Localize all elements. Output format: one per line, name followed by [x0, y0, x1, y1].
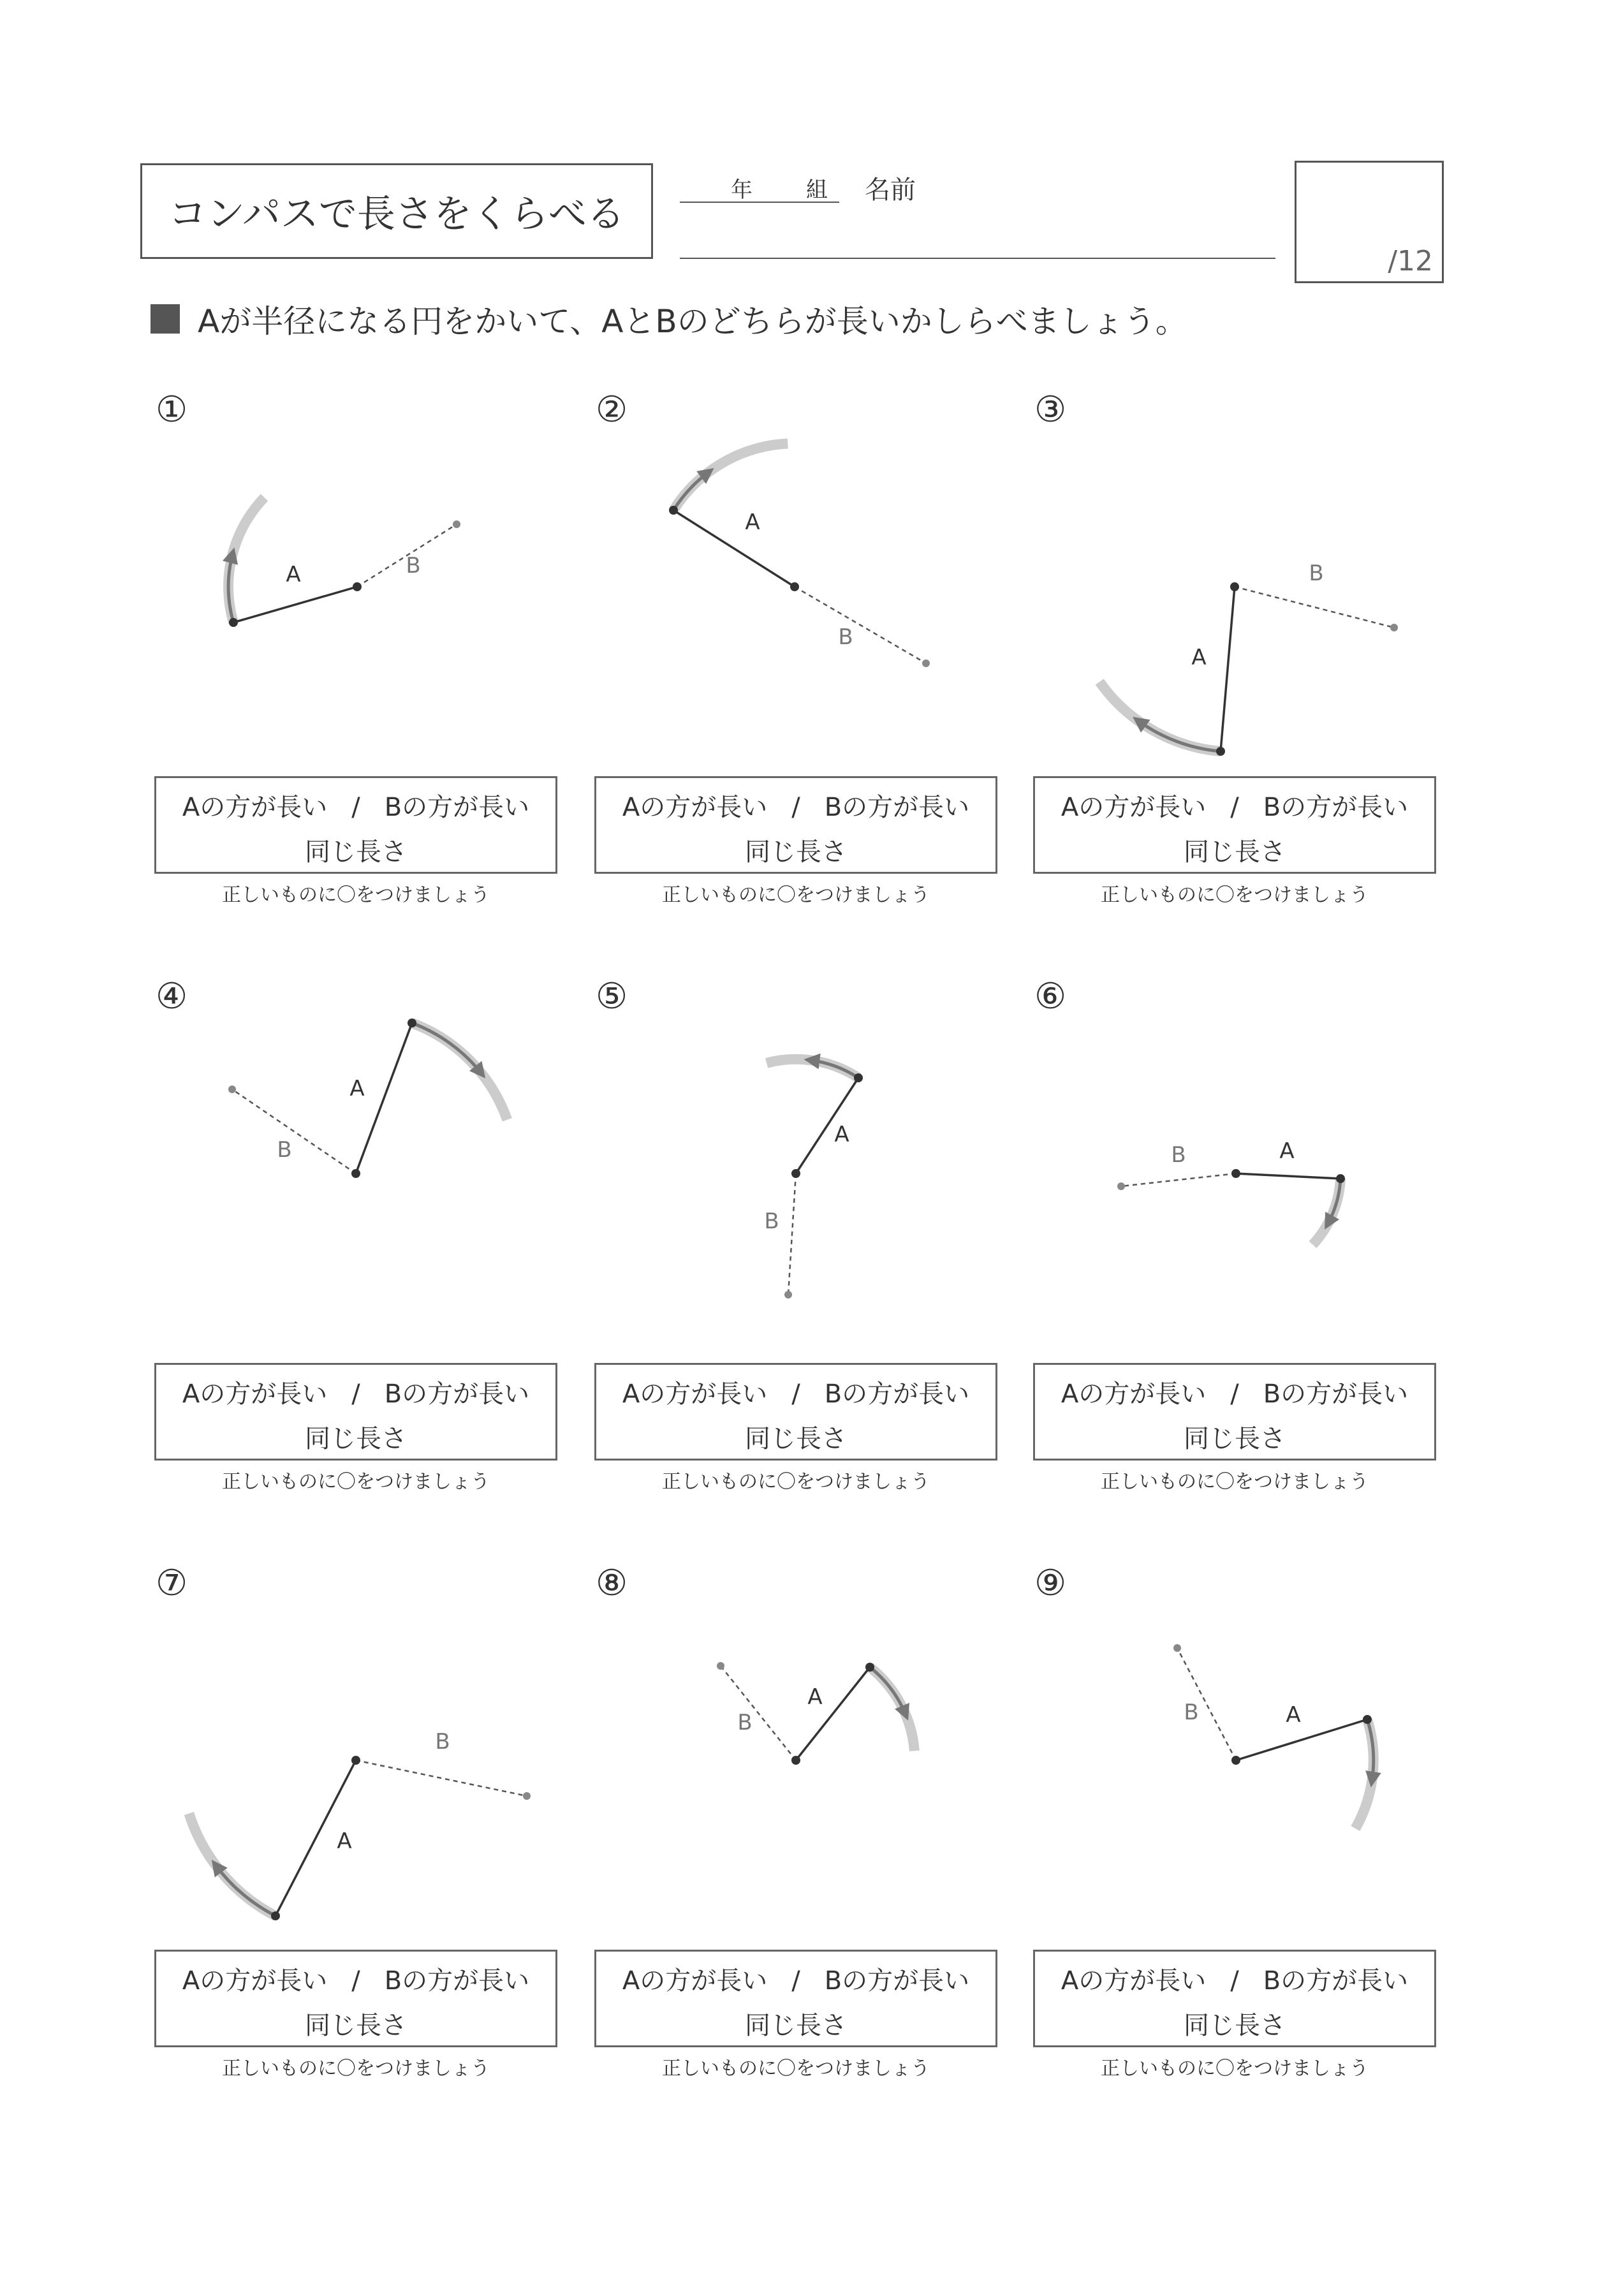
- option-a-longer[interactable]: Aの方が長い: [622, 1380, 768, 1409]
- compass-arc: [412, 1023, 507, 1120]
- answer-row-2: [596, 2005, 995, 2042]
- figure-8: [580, 1563, 1020, 1945]
- name-label: 名前: [865, 175, 916, 205]
- answer-row-1: [1035, 1374, 1434, 1410]
- option-same-length[interactable]: 同じ長さ: [1184, 2011, 1286, 2040]
- segment-a: [1236, 1174, 1340, 1179]
- name-field[interactable]: [680, 258, 1275, 259]
- figure-5: [580, 976, 1020, 1358]
- answer-separator: /: [791, 793, 800, 822]
- option-same-length[interactable]: 同じ長さ: [745, 2011, 847, 2040]
- option-b-longer[interactable]: Bの方が長い: [824, 793, 970, 822]
- class-label: 組: [806, 177, 828, 203]
- answer-note: 正しいものに〇をつけましょう: [222, 1471, 490, 1493]
- compass-arc: [189, 1813, 275, 1916]
- answer-row-2: [156, 2005, 555, 2042]
- grade-class-field[interactable]: [680, 171, 839, 203]
- label-b: B: [406, 553, 421, 578]
- answer-note: 正しいものに〇をつけましょう: [1101, 2057, 1369, 2080]
- point-a-end: [1336, 1174, 1345, 1183]
- option-a-longer[interactable]: Aの方が長い: [622, 1966, 768, 1996]
- figure-3: [1019, 389, 1459, 772]
- answer-box[interactable]: [154, 1950, 557, 2047]
- answer-separator: /: [791, 1380, 800, 1409]
- answer-separator: /: [351, 793, 360, 822]
- answer-row-1: [596, 1374, 995, 1410]
- segment-b: [788, 1174, 796, 1295]
- label-b: B: [737, 1710, 753, 1735]
- label-a: A: [349, 1076, 365, 1101]
- segment-b: [721, 1666, 796, 1760]
- figure-6: [1019, 976, 1459, 1358]
- problem-number: ②: [596, 389, 628, 430]
- label-a: A: [1191, 645, 1207, 670]
- point-b-end: [453, 520, 460, 528]
- figure-9: [1019, 1563, 1459, 1945]
- segment-b: [1235, 587, 1394, 628]
- center-point: [790, 582, 799, 591]
- point-b-end: [717, 1662, 724, 1670]
- center-point: [791, 1756, 800, 1765]
- segment-b: [795, 587, 926, 663]
- answer-box[interactable]: [154, 1363, 557, 1461]
- problem-number: ⑧: [596, 1563, 628, 1604]
- option-a-longer[interactable]: Aの方が長い: [622, 793, 768, 822]
- figure-1: [140, 389, 580, 772]
- point-b-end: [1390, 624, 1398, 631]
- option-a-longer[interactable]: Aの方が長い: [1061, 1966, 1207, 1996]
- compass-arc: [673, 444, 788, 510]
- segment-a: [233, 587, 357, 622]
- segment-a: [796, 1667, 870, 1760]
- point-b-end: [228, 1085, 236, 1093]
- answer-row-2: [156, 1418, 555, 1455]
- point-a-end: [854, 1073, 863, 1082]
- grade-label: 年: [731, 177, 753, 203]
- problem-4: [140, 976, 580, 1512]
- problem-9: [1019, 1563, 1459, 2098]
- answer-row-2: [596, 1418, 995, 1455]
- answer-note: 正しいものに〇をつけましょう: [222, 884, 490, 906]
- worksheet-title: コンパスで長さをくらべる: [140, 163, 653, 259]
- label-a: A: [1279, 1138, 1295, 1164]
- problem-5: [580, 976, 1020, 1512]
- option-b-longer[interactable]: Bの方が長い: [384, 1380, 530, 1409]
- answer-separator: /: [791, 1966, 800, 1996]
- point-a-end: [865, 1663, 874, 1672]
- point-a-end: [408, 1019, 416, 1027]
- problem-6: [1019, 976, 1459, 1512]
- label-b: B: [277, 1137, 292, 1163]
- label-a: A: [745, 510, 760, 535]
- label-b: B: [1309, 561, 1324, 586]
- option-same-length[interactable]: 同じ長さ: [745, 837, 847, 867]
- option-b-longer[interactable]: Bの方が長い: [1263, 793, 1409, 822]
- figure-7: [140, 1563, 580, 1945]
- segment-b: [356, 1760, 527, 1796]
- answer-row-2: [1035, 2005, 1434, 2042]
- option-same-length[interactable]: 同じ長さ: [305, 1424, 407, 1453]
- answer-separator: /: [1230, 793, 1239, 822]
- answer-separator: /: [351, 1380, 360, 1409]
- point-b-end: [784, 1291, 792, 1299]
- answer-box[interactable]: [154, 776, 557, 874]
- segment-a: [1221, 587, 1235, 751]
- answer-box[interactable]: [1033, 1363, 1436, 1461]
- answer-row-1: [596, 787, 995, 823]
- compass-arc: [870, 1667, 914, 1751]
- answer-separator: /: [1230, 1966, 1239, 1996]
- point-a-end: [271, 1911, 280, 1920]
- center-point: [1230, 582, 1239, 591]
- option-same-length[interactable]: 同じ長さ: [745, 1424, 847, 1453]
- answer-note: 正しいものに〇をつけましょう: [222, 2057, 490, 2080]
- answer-note: 正しいものに〇をつけましょう: [1101, 884, 1369, 906]
- instruction-text: Aが半径になる円をかいて、AとBのどちらが長いかしらべましょう。: [198, 303, 1187, 340]
- problem-1: [140, 389, 580, 925]
- label-b: B: [1184, 1700, 1199, 1725]
- label-b: B: [764, 1209, 779, 1234]
- center-point: [1231, 1169, 1240, 1178]
- point-a-end: [1363, 1715, 1372, 1724]
- option-b-longer[interactable]: Bの方が長い: [384, 793, 530, 822]
- option-b-longer[interactable]: Bの方が長い: [384, 1966, 530, 1996]
- compass-arc: [228, 497, 264, 622]
- problem-8: [580, 1563, 1020, 2098]
- segment-b: [232, 1089, 356, 1174]
- score-total: /12: [1388, 245, 1433, 277]
- point-b-end: [922, 659, 930, 667]
- label-b: B: [838, 624, 853, 650]
- answer-row-2: [156, 832, 555, 868]
- answer-note: 正しいものに〇をつけましょう: [1101, 1471, 1369, 1493]
- problem-number: ①: [156, 389, 188, 430]
- option-same-length[interactable]: 同じ長さ: [305, 2011, 407, 2040]
- label-a: A: [1286, 1702, 1301, 1728]
- answer-row-2: [596, 832, 995, 868]
- answer-row-1: [156, 1961, 555, 1997]
- compass-arc: [1312, 1179, 1340, 1245]
- label-a: A: [286, 562, 301, 587]
- center-point: [1231, 1756, 1240, 1765]
- answer-separator: /: [351, 1966, 360, 1996]
- center-point: [353, 582, 362, 591]
- problem-number: ⑨: [1034, 1563, 1067, 1604]
- instruction: [151, 296, 1187, 342]
- answer-separator: /: [1230, 1380, 1239, 1409]
- label-a: A: [834, 1122, 849, 1147]
- answer-box[interactable]: [1033, 776, 1436, 874]
- option-same-length[interactable]: 同じ長さ: [305, 837, 407, 867]
- point-a-end: [669, 506, 678, 515]
- answer-row-1: [156, 787, 555, 823]
- answer-note: 正しいものに〇をつけましょう: [662, 2057, 930, 2080]
- figure-2: [580, 389, 1020, 772]
- square-bullet-icon: [151, 304, 180, 334]
- label-b: B: [1171, 1142, 1186, 1168]
- point-b-end: [1117, 1182, 1125, 1190]
- center-point: [791, 1169, 800, 1178]
- figure-4: [140, 976, 580, 1358]
- answer-row-1: [1035, 1961, 1434, 1997]
- point-a-end: [1216, 747, 1225, 756]
- segment-a: [673, 510, 795, 587]
- segment-b: [1121, 1174, 1236, 1186]
- option-a-longer[interactable]: Aの方が長い: [1061, 793, 1207, 822]
- problem-7: [140, 1563, 580, 2098]
- answer-row-1: [1035, 787, 1434, 823]
- answer-row-2: [1035, 832, 1434, 868]
- center-point: [351, 1756, 360, 1765]
- option-a-longer[interactable]: Aの方が長い: [1061, 1380, 1207, 1409]
- option-a-longer[interactable]: Aの方が長い: [182, 793, 328, 822]
- segment-a: [1236, 1719, 1367, 1760]
- answer-row-1: [596, 1961, 995, 1997]
- answer-box[interactable]: [594, 1363, 997, 1461]
- label-b: B: [435, 1729, 450, 1755]
- answer-box[interactable]: [594, 776, 997, 874]
- option-same-length[interactable]: 同じ長さ: [1184, 837, 1286, 867]
- answer-note: 正しいものに〇をつけましょう: [662, 1471, 930, 1493]
- answer-box[interactable]: [1033, 1950, 1436, 2047]
- problem-2: [580, 389, 1020, 925]
- problem-number: ④: [156, 976, 188, 1017]
- option-a-longer[interactable]: Aの方が長い: [182, 1966, 328, 1996]
- label-a: A: [337, 1829, 352, 1854]
- score-box[interactable]: [1295, 161, 1444, 283]
- compass-arc: [1099, 682, 1221, 751]
- point-b-end: [1173, 1644, 1181, 1652]
- option-b-longer[interactable]: Bの方が長い: [1263, 1966, 1409, 1996]
- option-b-longer[interactable]: Bの方が長い: [824, 1380, 970, 1409]
- point-a-end: [229, 618, 238, 627]
- answer-box[interactable]: [594, 1950, 997, 2047]
- option-same-length[interactable]: 同じ長さ: [1184, 1424, 1286, 1453]
- answer-row-1: [156, 1374, 555, 1410]
- name-area: [680, 171, 1279, 267]
- problem-number: ⑦: [156, 1563, 188, 1604]
- problem-number: ③: [1034, 389, 1067, 430]
- problem-number: ⑤: [596, 976, 628, 1017]
- answer-note: 正しいものに〇をつけましょう: [662, 884, 930, 906]
- option-a-longer[interactable]: Aの方が長い: [182, 1380, 328, 1409]
- option-b-longer[interactable]: Bの方が長い: [824, 1966, 970, 1996]
- point-b-end: [523, 1792, 531, 1800]
- answer-row-2: [1035, 1418, 1434, 1455]
- label-a: A: [807, 1684, 823, 1710]
- center-point: [351, 1169, 360, 1178]
- problem-number: ⑥: [1034, 976, 1067, 1017]
- option-b-longer[interactable]: Bの方が長い: [1263, 1380, 1409, 1409]
- problem-3: [1019, 389, 1459, 925]
